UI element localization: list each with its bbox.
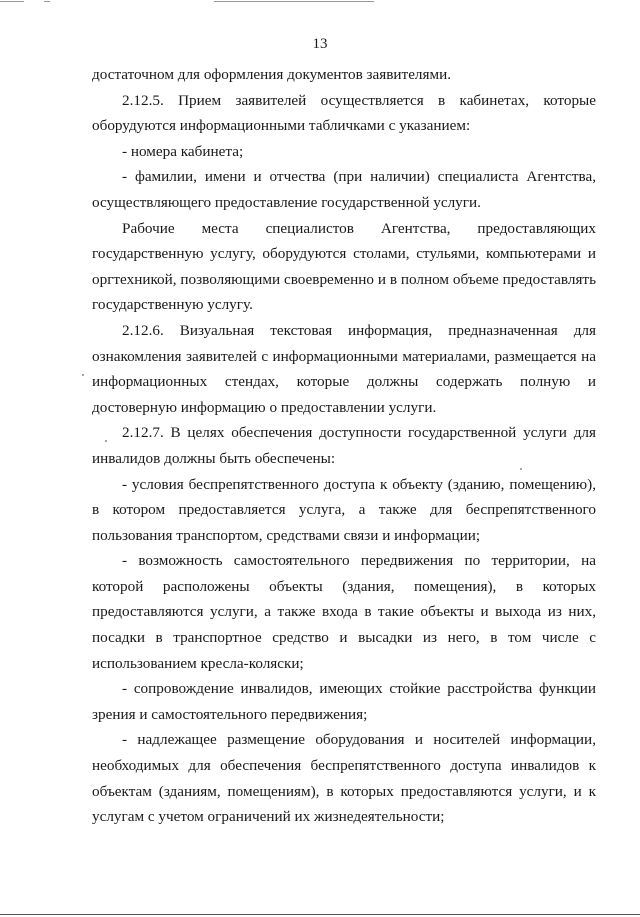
paragraph: - фамилии, имени и отчества (при наличии) специалиста Агентства, осуществляющего предоставление государственной услуги. (92, 168, 596, 211)
scan-artifact (0, 1, 24, 2)
paragraph: 2.12.5. Прием заявителей осуществляется в кабинетах, которые оборудуются информационными табличками с указанием: (92, 91, 596, 135)
paragraph: Рабочие места специалистов Агентства, предоставляющих государственную услугу, оборудуются столами, стульями, компьютерами и оргтехникой, позволяющими своевременно и в полном объеме предоставлять государственную услугу. (92, 219, 596, 314)
paragraph: достаточном для оформления документов заявителями. (92, 66, 452, 83)
scan-artifact (214, 1, 374, 2)
scan-artifact (44, 1, 50, 2)
scan-speck (82, 374, 84, 376)
document-body (92, 62, 596, 830)
paragraph: 2.12.7. В целях обеспечения доступности государственной услуги для инвалидов должны быть обеспечены: (92, 424, 596, 467)
paragraph: - надлежащее размещение оборудования и носителей информации, необходимых для обеспечения беспрепятственного доступа инвалидов к объектам (зданиям, помещениям), в которых предоставляются услуги, и к услугам с учетом ограничений их жизнедеятельности; (92, 731, 596, 826)
paragraph: - номера кабинета; (122, 142, 244, 160)
paragraph: - возможность самостоятельного передвижения по территории, на которой расположены объекты (здания, помещения), в которых предоставляются услуги, а также входа в такие объекты и выхода из них, посадки в транспортное средство и высадки из него, в том числе с использованием кресла-коляски; (92, 552, 596, 672)
page-number: 13 (312, 36, 328, 52)
scan-speck (105, 440, 107, 442)
paragraph: - сопровождение инвалидов, имеющих стойкие расстройства функции зрения и самостоятельного передвижения; (92, 680, 596, 723)
paragraph: - условия беспрепятственного доступа к объекту (зданию, помещению), в котором предоставляется услуга, а также для беспрепятственного пользования транспортом, средствами связи и информации; (92, 475, 596, 544)
paragraph: 2.12.6. Визуальная текстовая информация, предназначенная для ознакомления заявителей с информационными материалами, размещается на информационных стендах, которые должны содержать полную и достоверную информацию о предоставлении услуги. (92, 321, 596, 416)
scan-artifact (0, 914, 640, 915)
scan-bottom-edge (0, 913, 640, 917)
scan-top-edge (0, 0, 640, 4)
scan-speck (520, 468, 522, 470)
